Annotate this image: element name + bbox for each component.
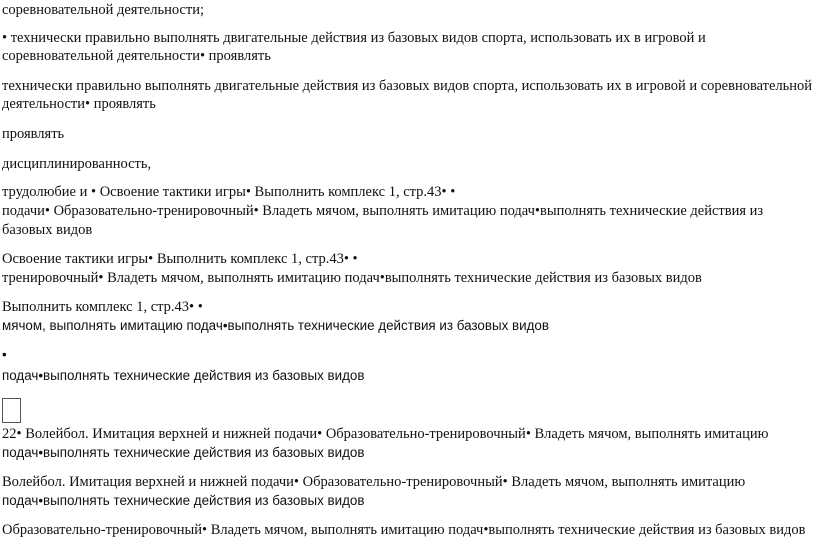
text-line: проявлять [2, 126, 65, 142]
text-line: Волейбол. Имитация верхней и нижней подачи• Образовательно-тренировочный• Владеть мячом, выполнять имитацию [2, 474, 746, 490]
text-line: • технически правильно выполнять двигательные действия из базовых видов спорта, использовать их в игровой и [2, 30, 706, 46]
empty-cell-box [2, 398, 21, 423]
text-line: подач•выполнять технические действия из базовых видов [2, 493, 365, 508]
text-line: Освоение тактики игры• Выполнить комплекс 1, стр.43• • [2, 251, 358, 267]
text-line: технически правильно выполнять двигательные действия из базовых видов спорта, использовать их в игровой и соревновательной [2, 78, 813, 94]
text-line: Образовательно-тренировочный• Владеть мячом, выполнять имитацию подач•выполнять технические действия из базовых видов [2, 522, 806, 538]
text-line: Выполнить комплекс 1, стр.43• • [2, 299, 203, 315]
text-line: дисциплинированность, [2, 156, 152, 172]
text-line: 22• Волейбол. Имитация верхней и нижней подачи• Образовательно-тренировочный• Владеть мячом, выполнять имитацию [2, 426, 769, 442]
text-line: мячом, выполнять имитацию подач•выполнять технические действия из базовых видов [2, 318, 549, 333]
text-line: трудолюбие и • Освоение тактики игры• Выполнить комплекс 1, стр.43• • [2, 184, 456, 200]
text-line: базовых видов [2, 222, 93, 238]
text-line: подач•выполнять технические действия из базовых видов [2, 368, 365, 383]
text-line: соревновательной деятельности; [2, 2, 204, 18]
text-line: соревновательной деятельности• проявлять [2, 48, 271, 64]
text-line: тренировочный• Владеть мячом, выполнять имитацию подач•выполнять технические действия из базовых видов [2, 270, 702, 286]
text-line: подач•выполнять технические действия из базовых видов [2, 445, 365, 460]
text-line: деятельности• проявлять [2, 96, 156, 112]
text-line: подачи• Образовательно-тренировочный• Владеть мячом, выполнять имитацию подач•выполнять технические действия из [2, 203, 764, 219]
text-line: • [2, 347, 7, 362]
